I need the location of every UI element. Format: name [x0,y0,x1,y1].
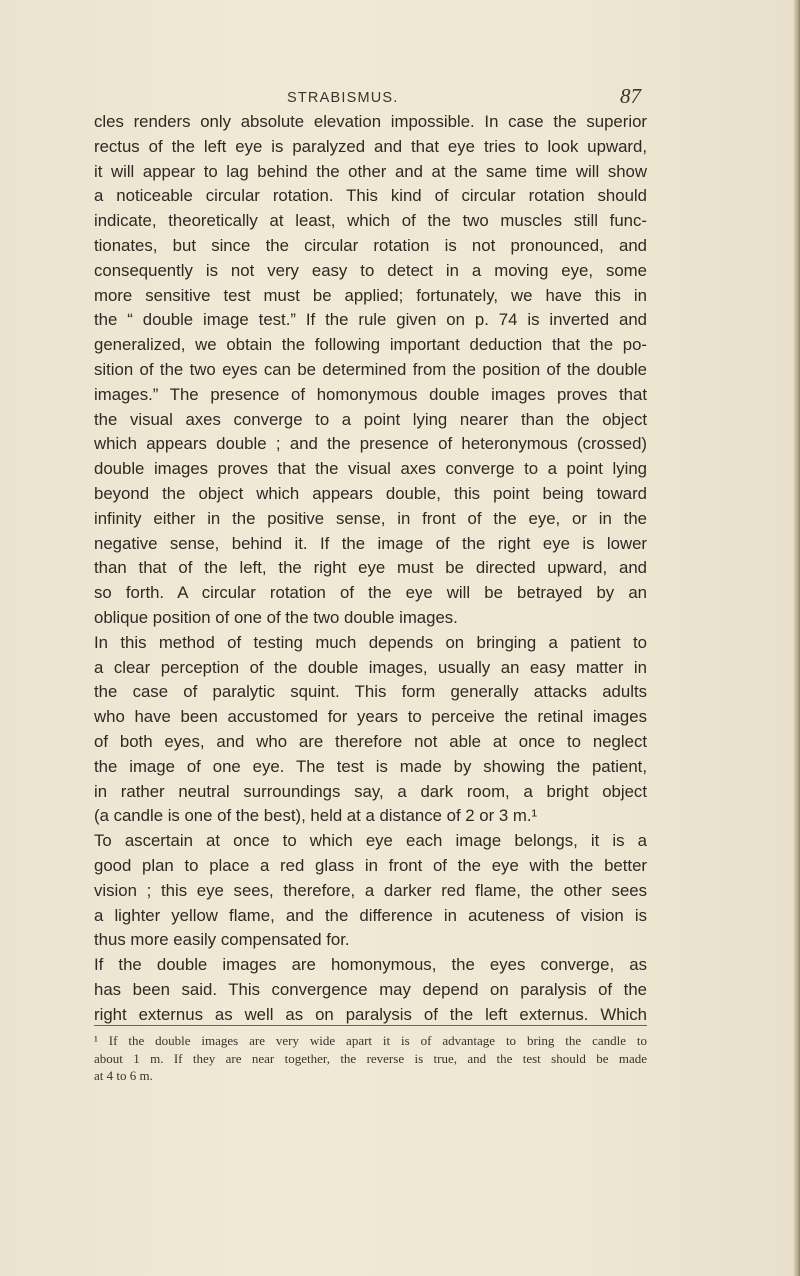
text-line: a lighter yellow flame, and the difference in acuteness of vision is [94,905,647,925]
text-line: To ascertain at once to which eye each image belongs, it is a [94,831,647,851]
text-line: rectus of the left eye is paralyzed and that eye tries to look upward, [94,136,647,156]
page-edge [794,0,800,1276]
text-line: If the double images are homonymous, the eyes converge, as [94,955,647,975]
text-line: consequently is not very easy to detect in a moving eye, some [94,260,647,280]
text-line: good plan to place a red glass in front of the eye with the better [94,855,647,875]
text-line: has been said. This convergence may depend on paralysis of the [94,979,647,999]
text-line: thus more easily compensated for. [94,930,350,950]
text-line: right externus as well as on paralysis of the left externus. Which [94,1004,647,1024]
footnote-line: ¹ If the double images are very wide apart it is of advantage to bring the candle to [94,1033,647,1048]
text-line: of both eyes, and who are therefore not able at once to neglect [94,731,647,751]
footnotes [94,1032,647,1085]
text-line: the image of one eye. The test is made by showing the patient, [94,756,647,776]
text-line: the case of paralytic squint. This form generally attacks adults [94,682,647,702]
text-line: which appears double ; and the presence of heteronymous (crossed) [94,434,647,454]
text-line: double images proves that the visual axes converge to a point lying [94,459,647,479]
text-line: oblique position of one of the two double images. [94,607,458,627]
page-number: 87 [620,84,641,108]
footnote-line: about 1 m. If they are near together, the reverse is true, and the test should be made [94,1050,647,1066]
text-line: the “ double image test.” If the rule given on p. 74 is inverted and [94,310,647,330]
text-line: (a candle is one of the best), held at a distance of 2 or 3 m.¹ [94,806,538,826]
text-line: it will appear to lag behind the other and at the same time will show [94,161,647,181]
footnote-line: at 4 to 6 m. [94,1068,153,1083]
text-line: a noticeable circular rotation. This kind of circular rotation should [94,186,647,206]
text-line: the visual axes converge to a point lying nearer than the object [94,409,647,429]
text-line: indicate, theoretically at least, which of the two muscles still func- [94,211,647,231]
footnote-divider [94,1025,647,1026]
running-head: STRABISMUS. [287,90,399,106]
text-line: images.” The presence of homonymous double images proves that [94,384,647,404]
text-line: who have been accustomed for years to perceive the retinal images [94,707,647,727]
text-line: negative sense, behind it. If the image of the right eye is lower [94,533,647,553]
body-text [94,110,647,1027]
text-line: vision ; this eye sees, therefore, a darker red flame, the other sees [94,880,647,900]
text-line: a clear perception of the double images, usually an easy matter in [94,657,647,677]
text-line: tionates, but since the circular rotation is not pronounced, and [94,235,647,255]
text-line: in rather neutral surroundings say, a dark room, a bright object [94,781,647,801]
text-line: cles renders only absolute elevation impossible. In case the superior [94,112,647,131]
text-line: beyond the object which appears double, this point being toward [94,483,647,503]
text-line: infinity either in the positive sense, in front of the eye, or in the [94,508,647,528]
text-line: so forth. A circular rotation of the eye will be betrayed by an [94,583,647,603]
text-line: generalized, we obtain the following important deduction that the po- [94,335,647,355]
text-line: In this method of testing much depends on bringing a patient to [94,632,647,652]
text-line: than that of the left, the right eye must be directed upward, and [94,558,647,578]
text-line: sition of the two eyes can be determined from the position of the double [94,359,647,379]
text-line: more sensitive test must be applied; fortunately, we have this in [94,285,647,305]
